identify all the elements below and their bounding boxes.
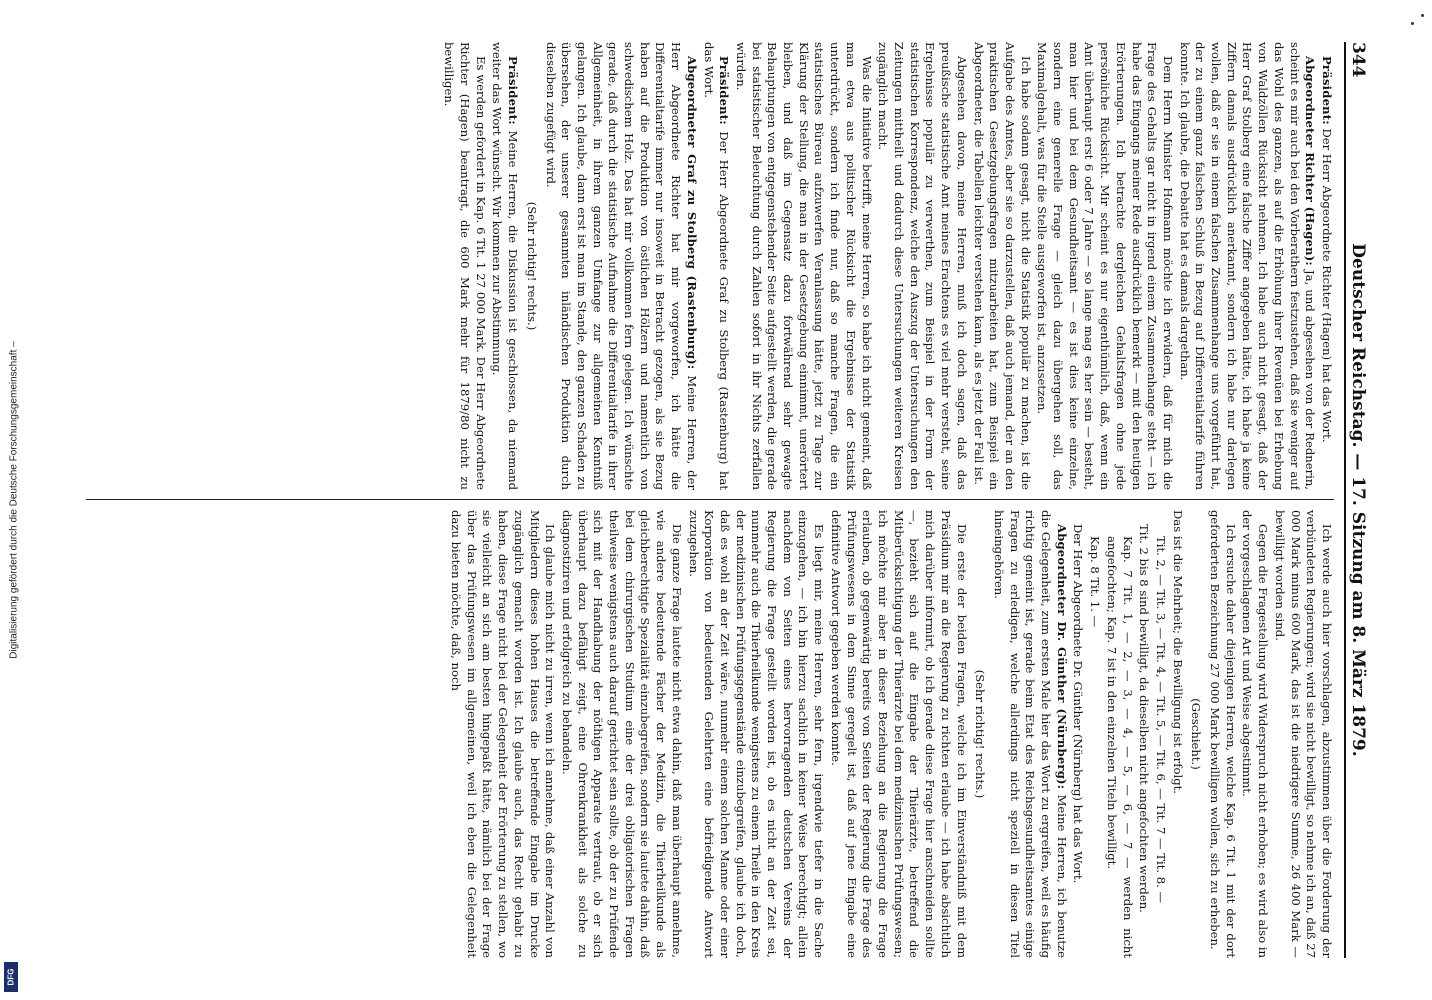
credit-text: Digitalisierung gefördert durch die Deutsche Forschungsgemeinschaft –	[8, 341, 20, 659]
paragraph-text: Ich glaube mich nicht zu irren, wenn ich annehme, daß einer Anzahl von Mitgliedern dieses hohen Hauses die betreffende Eingabe im Drucke zugänglich gemacht worden ist. Ich glaube auch, das Recht gehabt zu haben, diese Frage nicht bei der Gelegenheit der Erörterung zu stellen, wo sie vielleicht an sich am besten hingepaßt hätte, nämlich bei der Frage über das Prüfungswesen im allgemeinen, weil ich eben die Gelegenheit dazu bieten möchte, daß, noch	[449, 510, 558, 958]
paragraph	[447, 510, 557, 958]
title-list: Kap. 8 Tit. 1. —	[1088, 536, 1103, 628]
paragraph-text: Ich habe sodann gesagt, nicht die Statistik populär zu machen, ist die Aufgabe des Amtes, aber sie so darzustellen, daß auch jemand, der an den praktischen Gesetzgebungsfragen mitzuarbeiten hat, zum Beispiel ein Abgeordneter, die Tabellen leichter verstehen kann, als es jetzt der Fall ist.	[971, 42, 1033, 490]
paragraph	[700, 42, 731, 490]
running-title: Deutscher Reichstag. — 17. Sitzung am 8. März 1879.	[1348, 243, 1368, 757]
digitization-credit	[6, 0, 22, 1000]
paragraph-text: Die ganze Frage lautete nicht etwa dahin, daß man überhaupt annehme, wie andere bedeutende Fächer der Medizin, die Thierheilkunde als gleichberechtigte Spezialität einzubegreifen, sondern sie lautete dahin, daß bei dem chirurgischen Studium eine der drei obligatorischen Fragen theilweise wenigstens auch darauf gerichtet sein sollte, ob der zu Prüfende sich mit der Handhabung der nöthigen Apparate vertraut, ob er sich überhaupt dazu befähigt zeigt, eine Ohrenkrankheit als solche zu diagnostiziren und erfolgreich zu behandeln.	[559, 510, 684, 958]
running-header	[1344, 42, 1372, 958]
right-column	[86, 510, 1334, 958]
paragraph-text: Meine Herren, die Diskussion ist geschlossen, da niemand weiter das Wort wünscht. Wir kommen zur Abstimmung.	[490, 42, 521, 490]
stage-direction: (Geschieht.)	[1189, 698, 1204, 770]
paragraph	[1034, 42, 1175, 490]
paragraph-text: Meine Herren, der Herr Abgeordnete Richter hat mir vorgeworfen, ich hätte die Differentialtarife immer nur insoweit in Betracht gezogen, als sie Bezug haben auf die Produktion von östlichen Hölzern und namentlich von schwedischem Holz. Das hat mir vollkommen fern gelegen. Ich wünschte gerade, daß durch die statistische Aufnahme die Differentialtarife in ihrer Allgemeinheit, in ihrem ganzen Umfange zur allgemeinen Kenntniß gelangen. Ich glaube, dann erst ist man im Stande, den ganzen Schaden zu übersehen, der unserer gesammten inländischen Produktion durch dieselben zugefügt wird.	[543, 42, 699, 490]
scan-speck	[1411, 22, 1414, 25]
paragraph	[990, 510, 1069, 958]
speaker-name: Präsident:	[506, 56, 521, 125]
paragraph	[827, 510, 968, 958]
paragraph-text: Der Herr Abgeordnete Graf zu Stolberg (Rastenburg) hat das Wort.	[701, 42, 732, 490]
paragraph	[1136, 510, 1152, 958]
paragraph	[1070, 510, 1086, 958]
paragraph	[1176, 42, 1317, 490]
paragraph-text: Abgesehen davon, meine Herren, muß ich doch sagen, daß das preußische statistische Amt meines Erachtens es viel mehr versteht, seine Ergebnisse populär zu verwerthen, zum Beispiel in der Form der statistischen Korrespondenz, welche den Auszug der Untersuchungen den Zeitungen mittheilt und dadurch diese Untersuchungen weiteren Kreisen zugänglich macht.	[876, 42, 969, 490]
paragraph-text: Es liegt mir, meine Herren, sehr fern, irgendwie tiefer in die Sache einzugehen, — ich bin hierzu sachlich in keiner Weise berechtigt; allein nachdem von Seiten eines hervorragenden deutschen Vereins der Regierung die Frage gestellt worden ist, ob es nicht an der Zeit sei, nunmehr auch die Thierheilkunde wenigstens zu einem Theile in den Kreis der medizinischen Prüfungsgegenstände einzubegreifen, glaube ich doch, daß es wohl an der Zeit wäre, nunmehr einem solchen Manne oder einer Korporation von bedeutenden Gelehrten eine befriedigende Antwort zuzugehen.	[686, 510, 827, 958]
scanned-page	[46, 20, 1386, 980]
paragraph	[558, 510, 684, 958]
paragraph-text: Der Herr Abgeordnete Dr. Günther (Nürnberg) hat das Wort.	[1071, 524, 1086, 884]
speaker-name: Präsident:	[1320, 56, 1334, 125]
paragraph-text: Tit. 2 bis 8 sind bewilligt, da dieselben nicht angefochten werden.	[1137, 524, 1152, 913]
paragraph	[1318, 42, 1334, 490]
paragraph-text: Die erste der beiden Fragen, welche ich im Einverständniß mit dem Präsidium mir an die Regierung zu richten erlaube — ich habe absichtlich mich darüber informirt, ob ich gerade diese Frage hier anschneiden sollte —, bezieht sich auf die Eingabe der Thierärzte, betreffend die Mitberücksichtigung der Thierärzte bei dem medizinischen Prüfungswesen; ich möchte mir aber in dieser Beziehung an die Regierung die Frage erlauben, ob gegenwärtig bereits von Seiten der Regierung die Frage des Prüfungswesens in dem Sinne geregelt ist, daß auf jene Eingabe eine definitive Antwort gegeben werden konnte.	[828, 510, 969, 958]
paragraph	[1206, 510, 1237, 958]
paragraph	[542, 42, 699, 490]
paragraph	[1239, 510, 1270, 958]
paragraph-text: Ja, und abgesehen von der Rednerin, scheint es mir auch bei den Vorberathern festzustehen, daß sie weniger auf das Wohl des ganzen, als auf die Erhöhung ihrer Revenüen bei Erhebung von Waldzöllen Rücksicht nehmen. Ich habe auch nicht gesagt, daß der Herr Graf Stolberg eine falsche Ziffer angegeben hätte, ich habe ja keine Ziffern damals ausdrücklich anerkannt, sondern ich habe nur darlegen wollen, daß er sie in einem falschen Zusammenhange uns vorgeführt hat, der zu einem ganz falschen Schluß in Bezug auf Differentialtarife führen konnte. Ich glaube, die Debatte hat es damals dargethan.	[1177, 42, 1318, 490]
left-column	[86, 42, 1334, 490]
paragraph-text: Es werden gefordert in Kap. 6 Tit. 1 27 000 Mark. Der Herr Abgeordnete Richter (Hagen) beantragt, die 600 Mark mehr für 1879/80 nicht zu bewilligen.	[442, 42, 488, 490]
paragraph	[441, 42, 488, 490]
paragraph	[1271, 510, 1334, 958]
paragraph-text: Ich werde auch hier vorschlagen, abzustimmen über die Forderung der verbündeten Regierungen; wird sie nicht bewilligt, so nehme ich an, daß 27 000 Mark minus 600 Mark, das ist die niedrigere Summe, 26 400 Mark — bewilligt worden sind.	[1272, 510, 1334, 958]
paragraph-text: Meine Herren, ich benutze die Gelegenheit, zum ersten Male hier das Wort zu ergreifen, weil es häufig richtig gemeint ist, gerade beim Etat des Reichsgesundheitsamtes einige Fragen zu erledigen, welche allerdings nicht speziell in diesen Titel hineingehören.	[991, 510, 1069, 958]
stage-direction: (Sehr richtig! rechts.)	[973, 669, 988, 799]
paragraph: Das ist die Mehrheit; die Bewilligung ist erfolgt.	[1170, 510, 1185, 794]
speaker-name: Präsident:	[717, 56, 732, 125]
paragraph-text: Der Herr Abgeordnete Richter (Hagen) hat das Wort.	[1320, 128, 1334, 443]
dfg-logo	[4, 962, 18, 992]
speaker-name: Abgeordneter Graf zu Stolberg (Rastenburg):	[684, 56, 699, 370]
speaker-name: Abgeordneter Richter (Hagen):	[1303, 56, 1318, 266]
paragraph	[970, 42, 1033, 490]
scan-specks	[1392, 0, 1432, 40]
paragraph-text: Was die Initiative betrifft, meine Herren, so habe ich nicht gemeint, daß man etwa aus politischer Rücksicht die Ergebnisse der Statistik unterdrückt, sondern ich finde nur, daß so manche Fragen, die ein statistisches Büreau aufzuwerfen Veranlassung hätte, jetzt zu Tage zur Klärung der Stellung, die man in der Gesetzgebung einnimmt, unerörtert bleiben, und daß im Gegensatz dazu fortwährend sehr gewagte Behauptungen von entgegenstehender Seite aufgestellt werden, die gerade bei statistischer Beleuchtung durch Zahlen sofort in ihr Nichts zerfallen würden.	[733, 42, 874, 490]
page-number: 344	[1348, 42, 1368, 78]
speaker-name: Abgeordneter Dr. Günther (Nürnberg):	[1054, 524, 1069, 790]
column-divider	[86, 499, 1334, 500]
paragraph	[732, 42, 873, 490]
scan-speck	[1421, 14, 1424, 17]
paragraph-text: Gegen die Fragestellung wird Widerspruch nicht erhoben; es wird also in der vorgeschlagenen Art und Weise abgestimmt.	[1240, 510, 1271, 958]
title-list: Kap. 7 Tit. 1, — 2, — 3, — 4, — 5, — 6, — 7 — werden nicht angefochten; Kap. 7 ist in den einzelnen Titeln bewilligt.	[1104, 536, 1135, 958]
paragraph-text: Ich ersuche daher diejenigen Herren, welche Kap. 6 Tit. 1 mit der dort geforderten Bezeichnung 27 000 Mark bewilligen wollen, sich zu erheben.	[1208, 510, 1238, 958]
title-list: Tit. 2, — Tit. 3, — Tit. 4, — Tit. 5, — Tit. 6, — Tit. 7 — Tit. 8. —	[1153, 536, 1168, 904]
paragraph-text: Dem Herrn Minister Hofmann möchte ich erwidern, daß für mich die Frage des Gehalts gar nicht in irgend einem Zusammenhange steht — ich habe das Eingangs meiner Rede ausdrücklich bemerkt — mit den heutigen Erörterungen. Ich betrachte dergleichen Gehaltsfragen ohne jede persönliche Rücksicht. Mir scheint es nur eigenthümlich, daß, wenn ein Amt überhaupt erst 6 oder 7 Jahre — so lange mag es her sein — besteht, man hier und bei dem Gesundheitsamt — es ist dies keine einzelne, sondern eine generelle Frage — gleich dazu übergehen soll, das Maximalgehalt, was für die Stelle ausgeworfen ist, anzusetzen.	[1035, 42, 1175, 490]
paragraph	[489, 42, 520, 490]
paragraph	[685, 510, 826, 958]
paragraph	[875, 42, 969, 490]
stage-direction: (Sehr richtig! rechts.)	[524, 201, 539, 331]
dfg-logo-text: DFG	[6, 968, 16, 986]
